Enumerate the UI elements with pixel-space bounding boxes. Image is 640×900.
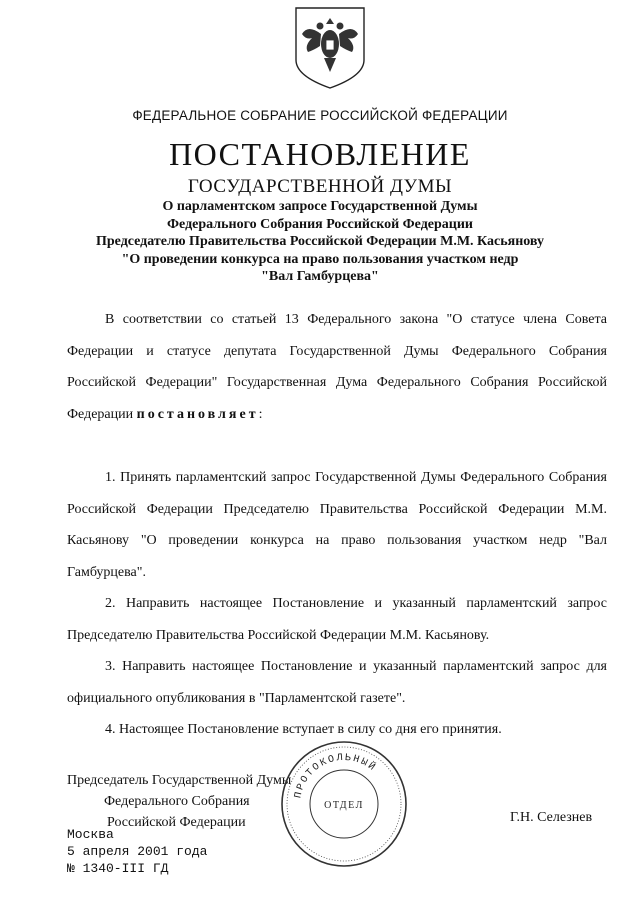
stamp-center-text: ОТДЕЛ	[324, 800, 364, 811]
resolution-items	[67, 462, 607, 746]
resolution-item-text: 1. Принять парламентский запрос Государственной Думы Федерального Собрания Российской Федерации Председателю Правительства Российской Федерации М.М. Касьянову "О проведении конкурса на право пользования участком недр "Вал Гамбурцева".	[67, 470, 607, 580]
resolution-item	[67, 588, 607, 651]
city: Москва	[67, 827, 114, 842]
preamble-paragraph	[67, 304, 607, 430]
signatory-title-line: Федерального Собрания	[104, 794, 250, 809]
resolves-word: постановляет	[136, 406, 259, 422]
issuer-subtitle: ГОСУДАРСТВЕННОЙ ДУМЫ	[187, 176, 453, 197]
signatory-name: Г.Н. Селезнев	[510, 810, 593, 825]
resolution-item-text: 2. Направить настоящее Постановление и указанный парламентский запрос Председателю Правительства Российской Федерации М.М. Касьянову.	[67, 596, 607, 643]
subject-line: "Вал Гамбурцева"	[261, 269, 379, 284]
subject-block	[0, 198, 640, 286]
subject-line: О парламентском запросе Государственной Думы	[162, 199, 478, 214]
document-meta	[67, 826, 207, 877]
document-type-title: ПОСТАНОВЛЕНИЕ	[169, 136, 471, 172]
signatory-title-line: Российской Федерации	[107, 815, 246, 830]
preamble-colon: :	[258, 406, 263, 422]
double-headed-eagle-icon	[290, 4, 370, 90]
signatory-title-line: Председатель Государственной Думы	[67, 773, 292, 788]
subject-line: Председателю Правительства Российской Федерации М.М. Касьянову	[95, 234, 544, 249]
round-stamp-icon	[278, 738, 410, 870]
document-number: № 1340-III ГД	[67, 861, 169, 876]
signatory-title	[67, 770, 291, 833]
document-date: 5 апреля 2001 года	[67, 844, 208, 859]
preamble-text: В соответствии со статьей 13 Федерального закона "О статусе члена Совета Федерации и статусе депутата Государственной Думы Федерального Собрания Российской Федерации" Государственная Дума Федерального Собрания Российской Федерации	[67, 312, 607, 422]
svg-text:ПРОТОКОЛЬНЫЙ	[293, 753, 380, 799]
stamp-ring-text: ПРОТОКОЛЬНЫЙ	[293, 752, 379, 800]
resolution-item-text: 3. Направить настоящее Постановление и указанный парламентский запрос для официального опубликования в "Парламентской газете".	[67, 659, 607, 706]
resolution-item-text: 4. Настоящее Постановление вступает в силу со дня его принятия.	[105, 722, 502, 737]
subject-line: Федерального Собрания Российской Федерации	[167, 216, 473, 232]
organization-heading: ФЕДЕРАЛЬНОЕ СОБРАНИЕ РОССИЙСКОЙ ФЕДЕРАЦИИ	[132, 108, 508, 123]
subject-line: "О проведении конкурса на право пользования участком недр	[121, 251, 519, 267]
resolution-item	[67, 651, 607, 714]
resolution-item	[67, 462, 607, 588]
